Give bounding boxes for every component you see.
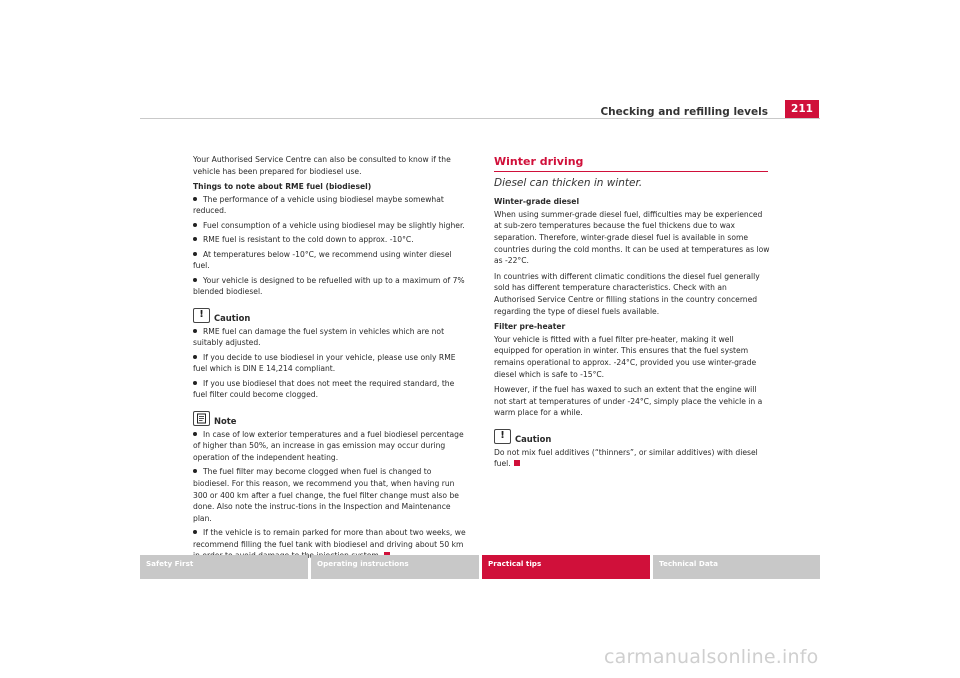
section-title: Winter driving [494,156,768,172]
list-item: If you use biodiesel that does not meet the required standard, the fuel filter could become clogged. [193,378,455,400]
page-number: 211 [785,100,819,118]
bullet-icon [193,252,197,256]
tab-technical-data[interactable]: Technical Data [653,555,820,579]
list-item: The fuel filter may become clogged when fuel is changed to biodiesel. For this reason, we recommend you that, when having run 300 or 400 km after a fuel change, the fuel filter change must also be done. Also note the instruc-tions in the Inspection and Maintenance plan. [193,467,459,523]
note-label: Note [214,415,237,426]
caution-heading [494,429,770,444]
things-heading: Things to note about RME fuel (biodiesel) [193,182,372,192]
note-icon [193,411,210,426]
bullet-icon [193,278,197,282]
right-column [494,156,770,474]
bullet-icon [193,469,197,473]
watermark-text: carmanualsonline.info [604,646,819,668]
caution-label: Caution [515,433,552,444]
bullet-icon [193,530,197,534]
tab-operating-instructions[interactable]: Operating instructions [311,555,479,579]
list-item: If you decide to use biodiesel in your vehicle, please use only RME fuel which is DIN E 14,214 compliant. [193,352,456,374]
bullet-icon [193,355,197,359]
tab-safety-first[interactable]: Safety First [140,555,308,579]
caution-icon: ! [193,308,210,323]
note-heading [193,411,469,426]
list-item: Your vehicle is designed to be refuelled with up to a maximum of 7% blended biodiesel. [193,275,465,297]
bullet-icon [193,432,197,436]
list-item: At temperatures below -10°C, we recommend using winter diesel fuel. [193,249,452,271]
list-item: RME fuel can damage the fuel system in vehicles which are not suitably adjusted. [193,326,445,348]
bullet-icon [193,223,197,227]
list-item: RME fuel is resistant to the cold down to approx. -10°C. [193,234,469,246]
list-item: The performance of a vehicle using biodiesel maybe somewhat reduced. [193,194,444,216]
intro-paragraph: Your Authorised Service Centre can also be consulted to know if the vehicle has been prepared for biodiesel use. [193,155,451,176]
tab-practical-tips[interactable]: Practical tips [482,555,650,579]
section-end-icon [514,460,520,466]
bullet-icon [193,381,197,385]
header-divider [140,118,820,119]
list-item: Fuel consumption of a vehicle using biodiesel may be slightly higher. [193,220,469,232]
filter-paragraph-1: Your vehicle is fitted with a fuel filter pre-heater, making it well equipped for operation in winter. This ensures that the fuel system remains operational to approx. -24°C, provided you use winter-grade diesel which is safe to -15°C. [494,334,757,379]
bullet-icon [193,197,197,201]
winter-paragraph-1: When using summer-grade diesel fuel, difficulties may be experienced at sub-zero temperatures because the fuel thickens due to wax separation. Therefore, winter-grade diesel fuel is available in some countries during the cold months. It can be used at temperatures as low as -22°C. [494,209,770,266]
winter-grade-heading: Winter-grade diesel [494,197,580,207]
bullet-icon [193,237,197,241]
bullet-icon [193,329,197,333]
filter-paragraph-2: However, if the fuel has waxed to such an extent that the engine will not start at temperatures of under -24°C, simply place the vehicle in a warm place for a while. [494,385,763,418]
left-column [193,154,469,565]
caution-icon: ! [494,429,511,444]
section-subtitle: Diesel can thicken in winter. [494,176,643,189]
caution-text: Do not mix fuel additives (“thinners”, or similar additives) with diesel fuel. [494,447,758,469]
running-header-title: Checking and refilling levels [600,106,768,118]
list-item: If the vehicle is to remain parked for more than about two weeks, we recommend filling the fuel tank with biodiesel and driving about 50 km [193,527,469,562]
filter-heading: Filter pre-heater [494,322,566,332]
winter-paragraph-2: In countries with different climatic conditions the diesel fuel generally sold has different temperature characteristics. Check with an Authorised Service Centre or filling stations in the country concerned regarding the type of diesel fuels available. [494,271,760,316]
caution-heading [193,308,469,323]
list-item: In case of low exterior temperatures and a fuel biodiesel percentage of higher than 50%, an increase in gas emission may occur during operation of the independent heating. [193,429,464,463]
caution-label: Caution [214,312,251,323]
